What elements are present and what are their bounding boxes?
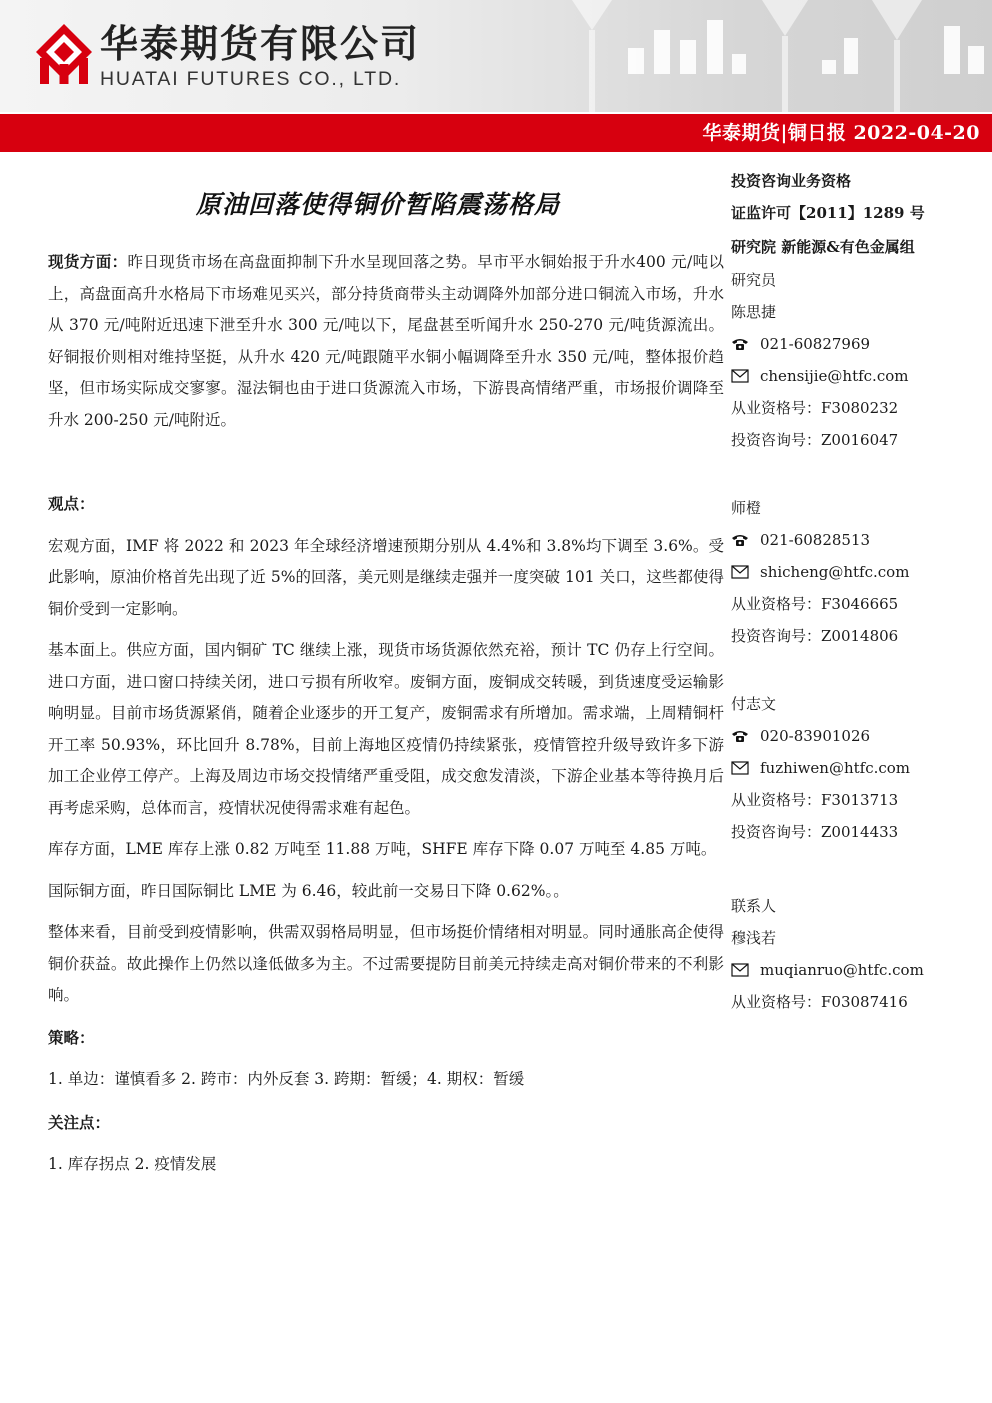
practice-number: 从业资格号：F3013713 [731, 790, 899, 809]
inventory-paragraph: 库存方面，LME 库存上涨 0.82 万吨至 11.88 万吨，SHFE 库存下降 0.07 万吨至 4.85 万吨。 [48, 840, 717, 858]
consult-number: 投资咨询号：Z0014433 [731, 822, 899, 841]
fundamentals-paragraph: 基本面上。供应方面，国内铜矿 TC 继续上涨，现货市场货源依然充裕，预计 TC 仍存上行空间。进口方面，进口窗口持续关闭，进口亏损有所收窄。废铜方面，废铜成交转暖，到货速度受运输影响明显。目前市场货源紧俏，随着企业逐步的开工复产，废铜需求有所增加。需求端，上周精铜杆开工率 50.93%，环比回升 8.78%，目前上海地区疫情仍持续紧张，疫情管控升级导致许多下游加工企业停工停产。上海及周边市场交投情绪严重受阻，成交愈发清淡，下游企业基本等待换月后再考虑采购，总体而言，疫情状况使得需求难有起色。 [48, 641, 724, 817]
spot-text: 昨日现货市场在高盘面抑制下升水呈现回落之势。早市平水铜始报于升水400 元/吨以上，高盘面高升水格局下市场难见买兴，部分持货商带头主动调降外加部分进口铜流入市场，升水从 370 元/吨附近迅速下泄至升水 300 元/吨以下，尾盘甚至听闻升水 250-270 元/吨货源流出。好铜报价则相对维持坚挺，从升水 420 元/吨跟随平水铜小幅调降至升水 350 元/吨，整体报价趋坚，但市场实际成交寥寥。湿法铜也由于进口货源流入市场，下游畏高情绪严重，市场报价调降至升水 200-250 元/吨附近。 [48, 253, 724, 429]
researcher-phone [731, 524, 981, 556]
researcher-label: 研究员 [731, 270, 777, 289]
researcher-name: 陈思捷 [731, 302, 777, 321]
contact-email[interactable] [731, 954, 981, 986]
international-copper-paragraph: 国际铜方面，昨日国际铜比 LME 为 6.46，较此前一交易日下降 0.62%。。 [48, 881, 569, 900]
contact-label: 联系人 [731, 896, 777, 915]
summary-paragraph: 整体来看，目前受到疫情影响，供需双弱格局明显，但市场挺价情绪相对明显。同时通胀高企使得铜价获益。故此操作上仍然以逢低做多为主。不过需要提防目前美元持续走高对铜价带来的不利影响。 [48, 923, 724, 1004]
macro-paragraph: 宏观方面，IMF 将 2022 和 2023 年全球经济增速预期分别从 4.4%和 3.8%均下调至 3.6%。受此影响，原油价格首先出现了近 5%的回落，美元则是继续走强并一度突破 101 关口，这些都使得铜价受到一定影响。 [48, 536, 724, 618]
email-text[interactable]: shicheng@htfc.com [760, 562, 910, 581]
researcher-phone [731, 720, 981, 752]
license-number: 证监许可【2011】1289 号 [731, 203, 925, 222]
main-content [48, 246, 724, 1181]
researcher-email[interactable] [731, 556, 981, 588]
sidebar [731, 166, 981, 1018]
report-banner-text: 华泰期货|铜日报 2022-04-20 [702, 122, 980, 144]
envelope-icon [731, 369, 749, 383]
huatai-logo-icon [34, 22, 94, 86]
envelope-icon [731, 963, 749, 977]
phone-icon [731, 533, 749, 547]
contact-name: 穆浅若 [731, 928, 777, 947]
phone-text: 021-60827969 [760, 334, 871, 353]
researcher-name: 付志文 [731, 694, 777, 713]
qualification-label: 投资咨询业务资格 [731, 172, 852, 190]
company-name-en: HUATAI FUTURES CO., LTD. [100, 68, 402, 90]
consult-number: 投资咨询号：Z0016047 [731, 430, 899, 449]
strategy-label: 策略： [48, 1027, 95, 1047]
report-banner [0, 114, 992, 152]
decorative-pattern-icon [572, 0, 992, 112]
practice-number: 从业资格号：F3080232 [731, 398, 899, 417]
focus-label: 关注点： [48, 1112, 111, 1132]
spot-lead: 现货方面： [48, 252, 128, 271]
researcher-email[interactable] [731, 752, 981, 784]
page-header [0, 0, 992, 112]
company-name-cn: 华泰期货有限公司 [100, 22, 421, 66]
email-text[interactable]: muqianruo@htfc.com [760, 960, 924, 979]
strategy-line: 1. 单边：谨慎看多 2. 跨市：内外反套 3. 跨期：暂缓；4. 期权：暂缓 [48, 1070, 525, 1088]
focus-line: 1. 库存拐点 2. 疫情发展 [48, 1155, 217, 1173]
institute-name: 研究院 新能源&有色金属组 [731, 238, 915, 256]
envelope-icon [731, 565, 749, 579]
spot-paragraph [48, 246, 724, 436]
researcher-email[interactable] [731, 360, 981, 392]
email-text[interactable]: fuzhiwen@htfc.com [760, 758, 911, 777]
researcher-phone [731, 328, 981, 360]
phone-text: 021-60828513 [760, 530, 871, 549]
practice-number: 从业资格号：F03087416 [731, 992, 908, 1011]
report-title: 原油回落使得铜价暂陷震荡格局 [195, 190, 560, 219]
researcher-name: 师橙 [731, 498, 762, 517]
views-label: 观点： [48, 494, 95, 513]
consult-number: 投资咨询号：Z0014806 [731, 626, 899, 645]
phone-icon [731, 729, 749, 743]
practice-number: 从业资格号：F3046665 [731, 594, 899, 613]
email-text[interactable]: chensijie@htfc.com [760, 366, 909, 385]
phone-icon [731, 337, 749, 351]
envelope-icon [731, 761, 749, 775]
phone-text: 020-83901026 [760, 726, 871, 745]
